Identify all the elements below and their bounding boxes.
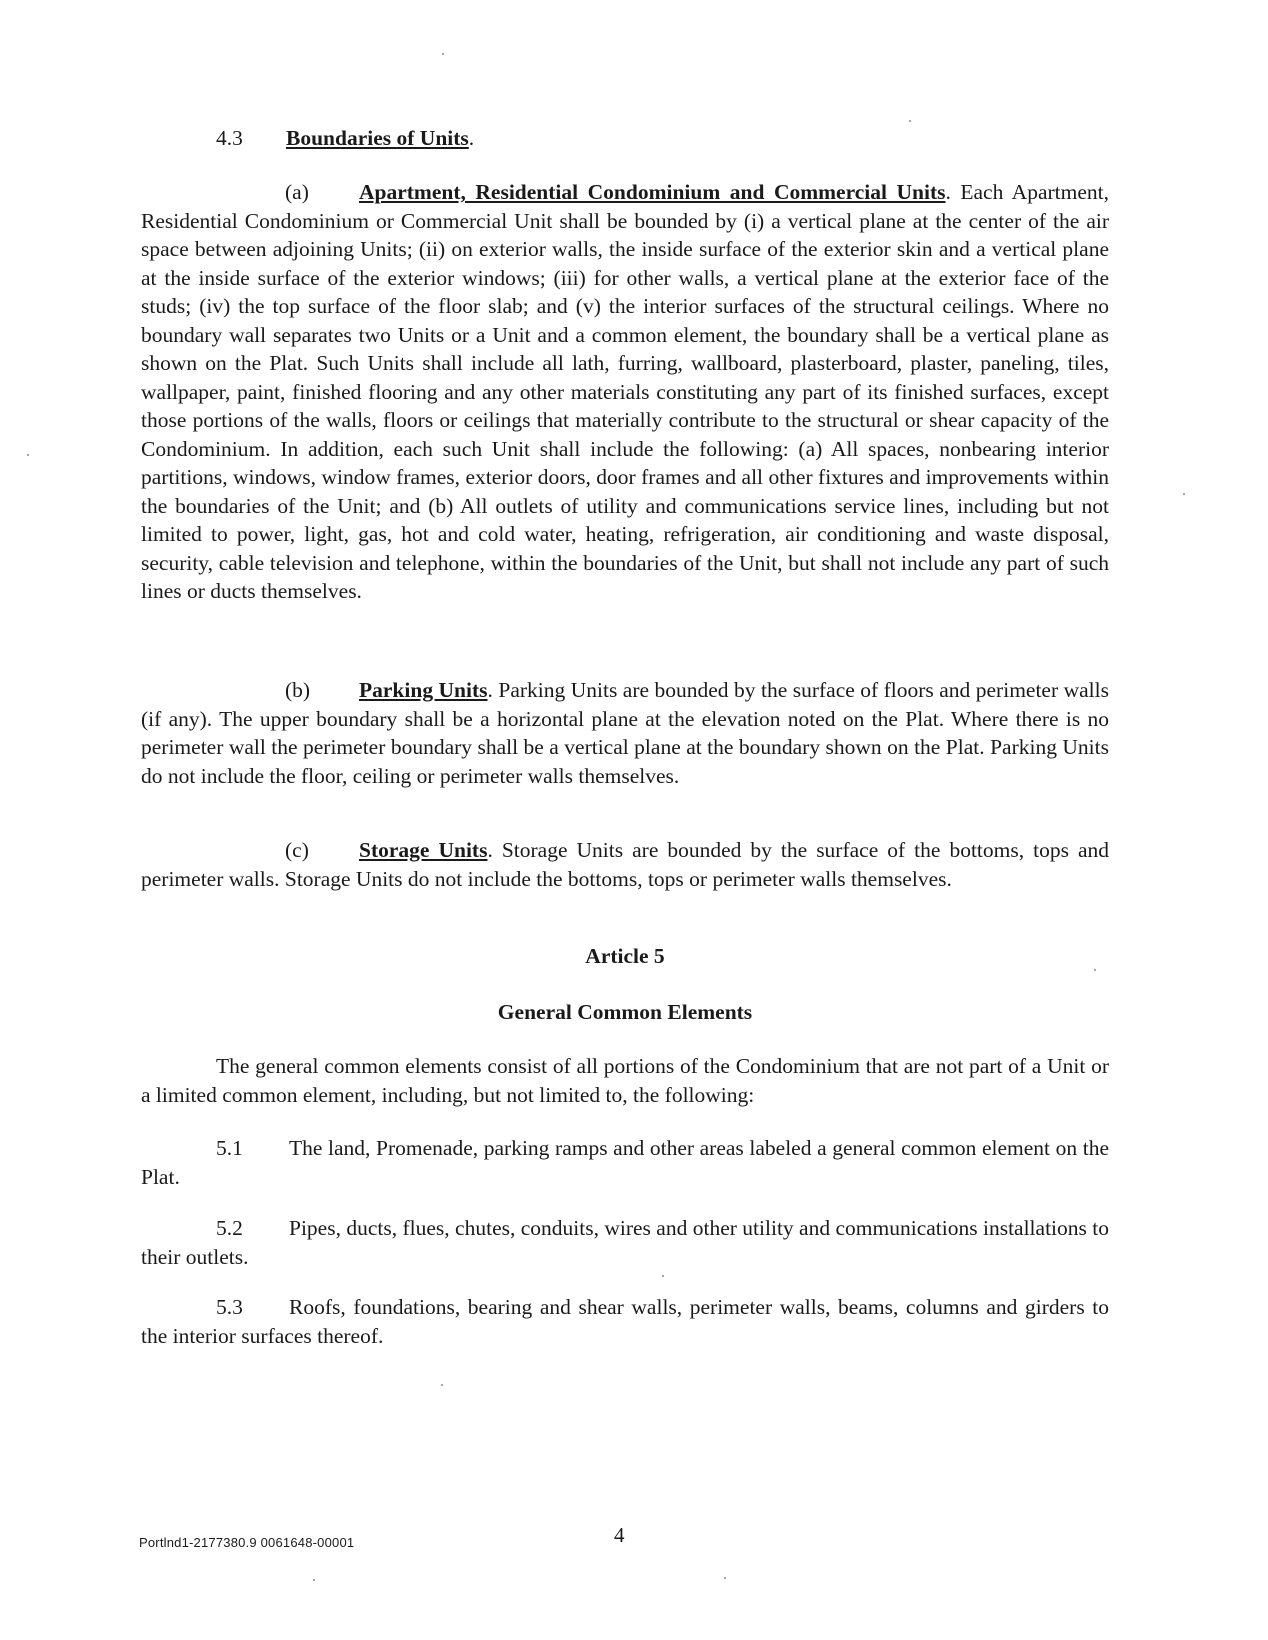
article-number: Article 5 xyxy=(585,944,665,968)
scan-speck xyxy=(662,1275,664,1277)
page-number: 4 xyxy=(614,1523,625,1547)
item-text: Roofs, foundations, bearing and shear walls, perimeter walls, beams, columns and girders to the interior surfaces thereof. xyxy=(141,1295,1109,1348)
item-number: 5.1 xyxy=(216,1136,243,1160)
paragraph-heading: Apartment, Residential Condominium and Commercial Units xyxy=(359,180,946,204)
scan-speck xyxy=(909,120,911,122)
item-text: Pipes, ducts, flues, chutes, conduits, wires and other utility and communications installations to their outlets. xyxy=(141,1216,1109,1269)
scan-speck xyxy=(442,53,444,55)
list-item xyxy=(141,1134,1109,1191)
scan-speck xyxy=(313,1579,315,1581)
scan-speck xyxy=(1094,969,1096,971)
scan-speck xyxy=(1183,493,1185,495)
scan-speck xyxy=(441,1384,443,1386)
scan-speck xyxy=(27,454,29,456)
document-id: Portlnd1-2177380.9 0061648-00001 xyxy=(139,1535,355,1550)
paragraph-b xyxy=(141,676,1109,790)
paragraph-label: (c) xyxy=(285,838,309,862)
paragraph-a xyxy=(141,178,1109,606)
article-title: General Common Elements xyxy=(497,1000,753,1024)
paragraph-heading: Storage Units xyxy=(359,838,488,862)
article-intro: The general common elements consist of all portions of the Condominium that are not part of a Unit or a limited common element, including, but not limited to, the following: xyxy=(141,1054,1109,1107)
paragraph-text: . Storage Units are bounded by the surface of the bottoms, tops and perimeter walls. Storage Units do not include the bottoms, tops or perimeter walls themselves. xyxy=(141,838,1110,891)
section-number: 4.3 xyxy=(216,126,243,150)
section-title: Boundaries of Units xyxy=(286,126,469,150)
paragraph-heading: Parking Units xyxy=(359,678,488,702)
paragraph-c xyxy=(141,836,1109,893)
paragraph-text: . Each Apartment, Residential Condominium or Commercial Unit shall be bounded by (i) a vertical plane at the center of the air space between adjoining Units; (ii) on exterior walls, the inside surface of the exterior skin and a vertical plane at the inside surface of the exterior windows; (iii) for other walls, a vertical plane at the exterior face of the studs; (iv) the top surface of the floor slab; and (v) the interior surfaces of the structural ceilings. Where no boundary wall separates two Units or a Unit and a common element, the boundary shall be a vertical plane as shown on the Plat. Such Units shall include all lath, furring, wallboard, plasterboard, plaster, paneling, tiles, wallpaper, paint, finished flooring and any other materials constituting any part of its finished surfaces, except those portions of the walls, floors or ceilings that materially contribute to the structural or shear capacity of the Condominium. In addition, each such Unit shall include the following: (a) All spaces, nonbearing interior partitions, windows, window frames, exterior doors, door frames and all other fixtures and improvements within the boundaries of the Unit; and (b) All outlets of utility and communications service lines, including but not limited to power, light, gas, hot and cold water, heating, refrigeration, air conditioning and waste disposal, security, cable television and telephone, within the boundaries of the Unit, but shall not include any part of such lines or ducts themselves. xyxy=(141,180,1109,603)
paragraph-label: (b) xyxy=(285,678,311,702)
item-number: 5.3 xyxy=(216,1295,243,1319)
list-item xyxy=(141,1293,1109,1350)
paragraph-label: (a) xyxy=(285,180,309,204)
section-heading: 4.3 Boundaries of Units. xyxy=(141,124,1109,153)
list-item xyxy=(141,1214,1109,1271)
item-number: 5.2 xyxy=(216,1216,243,1240)
scan-speck xyxy=(724,1577,726,1579)
item-text: The land, Promenade, parking ramps and other areas labeled a general common element on the Plat. xyxy=(141,1136,1109,1189)
paragraph-text: . Parking Units are bounded by the surface of floors and perimeter walls (if any). The upper boundary shall be a horizontal plane at the elevation noted on the Plat. Where there is no perimeter wall the perimeter boundary shall be a vertical plane at the boundary shown on the Plat. Parking Units do not include the floor, ceiling or perimeter walls themselves. xyxy=(141,678,1109,788)
